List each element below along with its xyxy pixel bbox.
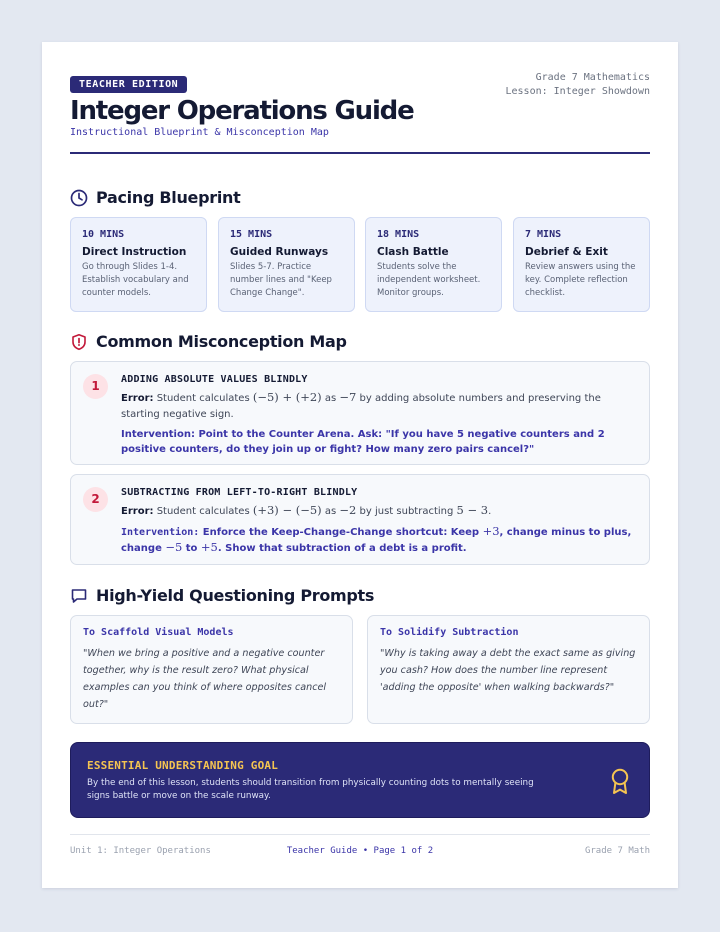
misconception-card [70, 361, 650, 465]
error-text-pre: Student calculates [156, 506, 250, 517]
pacing-name: Guided Runways [230, 246, 329, 258]
teacher-edition-badge: TEACHER EDITION [70, 76, 187, 93]
prompts-heading [70, 586, 374, 605]
intervention-text: Point to the Counter Arena. Ask: "If you have 5 negative counters and 2 positive counters, do they join up or fight? How many zero pairs cancel?" [121, 429, 605, 455]
pacing-cards [70, 217, 650, 312]
error-expression: (+3) − (−5) [252, 503, 322, 517]
intervention-label: Intervention: [121, 429, 195, 440]
error-text-post: by adding absolute numbers and preserving the starting negative sign. [121, 393, 601, 420]
pacing-card [70, 217, 207, 312]
misconception-error [121, 502, 635, 520]
misconception-number: 1 [83, 374, 108, 399]
pacing-time: 15 MINS [230, 229, 273, 240]
misconception-label: ADDING ABSOLUTE VALUES BLINDLY [121, 374, 308, 385]
pacing-name: Clash Battle [377, 246, 449, 258]
pacing-card [365, 217, 502, 312]
prompt-card [367, 615, 650, 724]
page-title: Integer Operations Guide [70, 96, 414, 126]
pacing-name: Direct Instruction [82, 246, 187, 258]
pacing-desc: Review answers using the key. Complete reflection checklist. [525, 262, 636, 298]
intervention-text-c: to [185, 543, 198, 554]
pacing-card [218, 217, 355, 312]
footer-page: Teacher Guide • Page 1 of 2 [286, 846, 434, 856]
error-expression-2: 5 − 3 [456, 503, 489, 517]
award-ribbon-icon [609, 767, 631, 799]
shield-alert-icon [70, 333, 88, 351]
pacing-card [513, 217, 650, 312]
misconception-body [121, 374, 635, 457]
grade-label: Grade 7 Mathematics [535, 72, 650, 83]
error-result: −7 [339, 390, 357, 404]
error-expression: (−5) + (+2) [252, 390, 322, 404]
header-divider [70, 152, 650, 154]
footer-unit: Unit 1: Integer Operations [70, 846, 211, 856]
intervention-math-3: +5 [200, 540, 218, 554]
error-label: Error: [121, 393, 154, 404]
intervention-math-2: −5 [165, 540, 183, 554]
footer-divider [70, 834, 650, 835]
guide-page [42, 42, 678, 888]
misconception-body [121, 487, 635, 556]
prompt-card [70, 615, 353, 724]
intervention-text-a: Enforce the Keep-Change-Change shortcut: Keep [202, 527, 480, 538]
goal-title: ESSENTIAL UNDERSTANDING GOAL [87, 759, 279, 772]
misconception-error [121, 389, 635, 423]
goal-text: By the end of this lesson, students should transition from physically counting dots to mentally seeing signs battle or move on the scale runway. [87, 778, 534, 801]
misconception-label: SUBTRACTING FROM LEFT-TO-RIGHT BLINDLY [121, 487, 358, 498]
pacing-desc: Students solve the independent worksheet. Monitor groups. [377, 262, 481, 298]
misconception-intervention [121, 524, 635, 556]
intervention-label: Intervention: [121, 527, 200, 538]
pacing-time: 10 MINS [82, 229, 125, 240]
chat-bubble-icon [70, 587, 88, 605]
misconception-heading [70, 332, 347, 351]
pacing-desc: Slides 5-7. Practice number lines and "Keep Change Change". [230, 262, 332, 298]
pacing-heading [70, 188, 240, 207]
header-meta [506, 71, 651, 99]
intervention-text-d: . Show that subtraction of a debt is a profit. [217, 543, 467, 554]
intervention-math-1: +3 [482, 524, 500, 538]
prompt-text: "When we bring a positive and a negative counter together, why is the result zero? What physical examples can you think of where opposites cancel out?" [83, 648, 327, 710]
error-text-mid: as [324, 393, 337, 404]
error-text-post: by just subtracting [359, 506, 454, 517]
footer-grade: Grade 7 Math [584, 846, 650, 856]
page-subtitle: Instructional Blueprint & Misconception Map [70, 127, 329, 138]
pacing-time: 7 MINS [525, 229, 562, 240]
misconception-number: 2 [83, 487, 108, 512]
misconception-card [70, 474, 650, 565]
clock-icon [70, 189, 88, 207]
prompts-title: High-Yield Questioning Prompts [96, 586, 375, 605]
error-text-pre: Student calculates [156, 393, 250, 404]
pacing-name: Debrief & Exit [525, 246, 608, 258]
error-text-end: . [488, 506, 492, 517]
essential-goal-banner [70, 742, 650, 818]
intervention-text-b: , change minus to plus, change [121, 527, 632, 554]
pacing-time: 18 MINS [377, 229, 420, 240]
misconception-title: Common Misconception Map [96, 332, 347, 351]
prompt-text: "Why is taking away a debt the exact same as giving you cash? How does the number line represent 'adding the opposite' when walking backwards?" [380, 648, 636, 693]
pacing-title: Pacing Blueprint [96, 188, 241, 207]
misconception-intervention [121, 427, 635, 457]
error-label: Error: [121, 506, 154, 517]
error-result: −2 [339, 503, 357, 517]
pacing-desc: Go through Slides 1-4. Establish vocabulary and counter models. [82, 262, 189, 298]
lesson-label: Lesson: Integer Showdown [505, 86, 650, 97]
prompt-title: To Solidify Subtraction [380, 627, 519, 638]
prompt-title: To Scaffold Visual Models [83, 627, 234, 638]
error-text-mid: as [324, 506, 337, 517]
